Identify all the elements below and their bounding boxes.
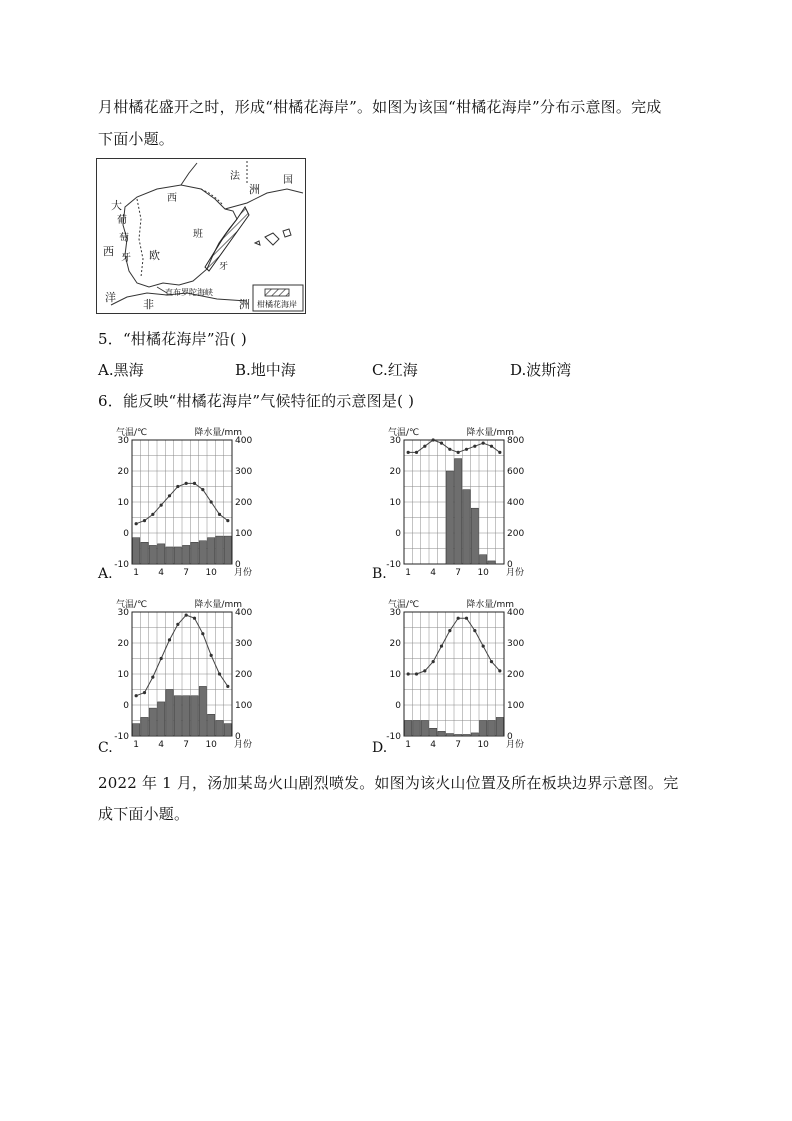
- precip-bar: [446, 734, 453, 736]
- precip-bar: [158, 544, 165, 564]
- precip-bar: [488, 721, 495, 737]
- map-label-xi-ocean: 西: [103, 245, 114, 258]
- precip-bar: [166, 690, 173, 737]
- precip-bar: [208, 714, 215, 736]
- temperature-point: [151, 513, 154, 516]
- precip-bar: [183, 545, 190, 564]
- left-tick-label: 10: [117, 670, 129, 680]
- map-label-ou: 欧: [149, 249, 160, 262]
- precip-bar: [224, 536, 231, 564]
- temperature-point: [432, 660, 435, 663]
- q5-option-b[interactable]: B.地中海: [235, 361, 296, 379]
- x-tick-label: 10: [205, 740, 217, 750]
- temperature-point: [457, 617, 460, 620]
- x-tick-label: 10: [477, 568, 489, 578]
- left-tick-label: 20: [389, 467, 401, 477]
- map-label-pu: 葡: [117, 215, 127, 226]
- map-label-zhou-bottom: 洲: [239, 298, 250, 311]
- x-tick-label: 7: [183, 568, 190, 578]
- left-tick-label: 30: [389, 608, 401, 618]
- precip-bar: [455, 459, 462, 564]
- x-tick-label: 1: [405, 740, 412, 750]
- precip-bar: [471, 733, 478, 736]
- x-unit-label: 月份: [234, 568, 253, 578]
- temperature-point: [210, 500, 213, 503]
- precip-bar: [438, 731, 445, 736]
- precip-bar: [421, 721, 428, 737]
- x-tick-label: 4: [158, 740, 165, 750]
- precip-bar: [141, 717, 148, 736]
- temperature-point: [168, 638, 171, 641]
- temperature-point: [176, 485, 179, 488]
- x-unit-label: 月份: [234, 740, 253, 750]
- y-axis-title: 气温/℃: [388, 600, 420, 610]
- map-label-xi: 西: [167, 193, 177, 204]
- x-unit-label: 月份: [506, 740, 525, 750]
- temperature-point: [490, 660, 493, 663]
- temperature-point: [473, 629, 476, 632]
- climate-chart-a: [110, 424, 260, 578]
- precip-bar: [216, 721, 223, 737]
- right-tick-label: 300: [507, 639, 525, 649]
- precip-bar: [191, 542, 198, 564]
- map-label-ya: 牙: [121, 253, 131, 264]
- temperature-point: [482, 442, 485, 445]
- left-tick-label: -10: [114, 560, 129, 570]
- next-line-2: 成下面小题。: [98, 805, 190, 823]
- map-label-da: 大: [111, 199, 122, 212]
- y2-axis-title: 降水量/mm: [194, 428, 242, 438]
- x-tick-label: 4: [158, 568, 165, 578]
- chart-a: [110, 424, 260, 578]
- precip-bar: [208, 538, 215, 564]
- temperature-point: [143, 519, 146, 522]
- left-tick-label: 30: [389, 436, 401, 446]
- temperature-point: [407, 672, 410, 675]
- q5-option-d[interactable]: D.波斯湾: [510, 361, 572, 379]
- temperature-point: [193, 482, 196, 485]
- map-label-guo: 国: [283, 175, 293, 186]
- x-tick-label: 4: [430, 740, 437, 750]
- temperature-point: [482, 645, 485, 648]
- right-tick-label: 300: [235, 639, 253, 649]
- temperature-point: [465, 448, 468, 451]
- map-label-ya2: 牙: [219, 262, 229, 272]
- temperature-point: [498, 451, 501, 454]
- precip-bar: [224, 724, 231, 736]
- temperature-point: [473, 445, 476, 448]
- x-tick-label: 1: [133, 740, 140, 750]
- left-tick-label: 30: [117, 608, 129, 618]
- right-tick-label: 100: [507, 701, 525, 711]
- precip-bar: [166, 547, 173, 564]
- x-tick-label: 10: [205, 568, 217, 578]
- right-tick-label: 0: [235, 732, 241, 742]
- left-tick-label: 10: [389, 498, 401, 508]
- precip-bar: [488, 561, 495, 564]
- chart-d-letter[interactable]: D.: [372, 740, 388, 756]
- right-tick-label: 800: [507, 436, 525, 446]
- temperature-point: [218, 513, 221, 516]
- temperature-point: [448, 629, 451, 632]
- temperature-point: [423, 445, 426, 448]
- precip-bar: [405, 721, 412, 737]
- x-tick-label: 10: [477, 740, 489, 750]
- precip-bar: [463, 734, 470, 736]
- precip-bar: [158, 702, 165, 736]
- left-tick-label: -10: [114, 732, 129, 742]
- left-tick-label: 30: [117, 436, 129, 446]
- y-axis-title: 气温/℃: [116, 428, 148, 438]
- precip-bar: [430, 728, 437, 736]
- right-tick-label: 400: [507, 498, 525, 508]
- temperature-point: [160, 657, 163, 660]
- temperature-point: [210, 654, 213, 657]
- temperature-point: [135, 522, 138, 525]
- temperature-point: [135, 694, 138, 697]
- intro-line-1: 月柑橘花盛开之时，形成“柑橘花海岸”。如图为该国“柑橘花海岸”分布示意图。完成: [98, 98, 662, 116]
- precip-bar: [141, 542, 148, 564]
- right-tick-label: 400: [235, 436, 253, 446]
- right-tick-label: 200: [235, 670, 253, 680]
- y-axis-title: 气温/℃: [388, 428, 420, 438]
- x-tick-label: 7: [455, 740, 462, 750]
- precip-bar: [199, 541, 206, 564]
- temperature-point: [498, 669, 501, 672]
- right-tick-label: 0: [235, 560, 241, 570]
- precip-bar: [149, 545, 156, 564]
- precip-bar: [471, 508, 478, 564]
- right-tick-label: 100: [235, 529, 253, 539]
- precip-bar: [463, 490, 470, 564]
- precip-bar: [199, 686, 206, 736]
- map-legend-label: 柑橘花海岸: [257, 300, 297, 309]
- climate-chart-d: [382, 596, 532, 750]
- right-tick-label: 200: [235, 498, 253, 508]
- temperature-point: [423, 669, 426, 672]
- right-tick-label: 400: [507, 608, 525, 618]
- temperature-point: [457, 451, 460, 454]
- x-tick-label: 4: [430, 568, 437, 578]
- y-axis-title: 气温/℃: [116, 600, 148, 610]
- right-tick-label: 200: [507, 529, 525, 539]
- temperature-point: [160, 504, 163, 507]
- temperature-point: [201, 488, 204, 491]
- temperature-point: [415, 672, 418, 675]
- y2-axis-title: 降水量/mm: [466, 428, 514, 438]
- right-tick-label: 600: [507, 467, 525, 477]
- climate-chart-c: [110, 596, 260, 750]
- left-tick-label: 20: [389, 639, 401, 649]
- map-label-ban: 班: [193, 229, 203, 240]
- left-tick-label: 0: [395, 701, 401, 711]
- temperature-point: [185, 482, 188, 485]
- x-unit-label: 月份: [506, 568, 525, 578]
- temperature-point: [407, 451, 410, 454]
- intro-line-2: 下面小题。: [98, 130, 175, 148]
- map-label-yang: 洋: [105, 291, 116, 304]
- x-tick-label: 7: [455, 568, 462, 578]
- map-label-zhou-top: 洲: [249, 183, 260, 196]
- y2-axis-title: 降水量/mm: [194, 600, 242, 610]
- q5-option-a[interactable]: A.黑海: [98, 361, 144, 379]
- temperature-point: [226, 685, 229, 688]
- temperature-point: [168, 494, 171, 497]
- precip-bar: [133, 538, 140, 564]
- temperature-point: [201, 632, 204, 635]
- q5-stem: 5．“柑橘花海岸”沿( ): [98, 330, 247, 348]
- map-label-fei: 非: [143, 298, 154, 311]
- precip-bar: [480, 721, 487, 737]
- x-tick-label: 1: [405, 568, 412, 578]
- climate-chart-b: [382, 424, 532, 578]
- temperature-point: [185, 614, 188, 617]
- temperature-point: [448, 448, 451, 451]
- precip-bar: [133, 724, 140, 736]
- temperature-point: [490, 445, 493, 448]
- right-tick-label: 200: [507, 670, 525, 680]
- temperature-point: [432, 438, 435, 441]
- next-line-1: 2022 年 1 月，汤加某岛火山剧烈喷发。如图为该火山位置及所在板块边界示意图。完: [98, 774, 679, 792]
- q5-option-c[interactable]: C.红海: [372, 361, 418, 379]
- precip-bar: [149, 708, 156, 736]
- left-tick-label: -10: [386, 560, 401, 570]
- precip-bar: [455, 734, 462, 736]
- temperature-point: [440, 645, 443, 648]
- map-label-strait: 直布罗陀海峡: [165, 288, 213, 297]
- precip-bar: [216, 536, 223, 564]
- temperature-point: [176, 623, 179, 626]
- precip-bar: [174, 696, 181, 736]
- left-tick-label: 20: [117, 639, 129, 649]
- temperature-point: [193, 617, 196, 620]
- right-tick-label: 0: [507, 560, 513, 570]
- left-tick-label: 20: [117, 467, 129, 477]
- temperature-point: [465, 617, 468, 620]
- chart-d: [382, 596, 532, 750]
- left-tick-label: 0: [395, 529, 401, 539]
- chart-b-letter[interactable]: B.: [372, 566, 387, 582]
- y2-axis-title: 降水量/mm: [466, 600, 514, 610]
- x-tick-label: 1: [133, 568, 140, 578]
- right-tick-label: 300: [235, 467, 253, 477]
- precip-bar: [183, 696, 190, 736]
- right-tick-label: 400: [235, 608, 253, 618]
- precip-bar: [496, 717, 503, 736]
- map-label-tao: 萄: [119, 233, 129, 244]
- chart-b: [382, 424, 532, 578]
- q6-stem: 6．能反映“柑橘花海岸”气候特征的示意图是( ): [98, 392, 415, 410]
- chart-c: [110, 596, 260, 750]
- temperature-point: [143, 691, 146, 694]
- precip-bar: [174, 547, 181, 564]
- chart-a-letter[interactable]: A.: [98, 566, 113, 582]
- precip-bar: [446, 471, 453, 564]
- x-tick-label: 7: [183, 740, 190, 750]
- citrus-coast-map: [96, 158, 306, 314]
- temperature-point: [218, 672, 221, 675]
- temperature-point: [415, 451, 418, 454]
- precip-bar: [480, 555, 487, 564]
- precip-bar: [191, 696, 198, 736]
- right-tick-label: 100: [235, 701, 253, 711]
- temperature-point: [151, 676, 154, 679]
- precip-bar: [413, 721, 420, 737]
- left-tick-label: -10: [386, 732, 401, 742]
- left-tick-label: 10: [117, 498, 129, 508]
- temperature-point: [226, 519, 229, 522]
- left-tick-label: 0: [123, 529, 129, 539]
- left-tick-label: 10: [389, 670, 401, 680]
- map-label-fa: 法: [230, 171, 240, 182]
- left-tick-label: 0: [123, 701, 129, 711]
- chart-c-letter[interactable]: C.: [98, 740, 113, 756]
- right-tick-label: 0: [507, 732, 513, 742]
- temperature-point: [440, 442, 443, 445]
